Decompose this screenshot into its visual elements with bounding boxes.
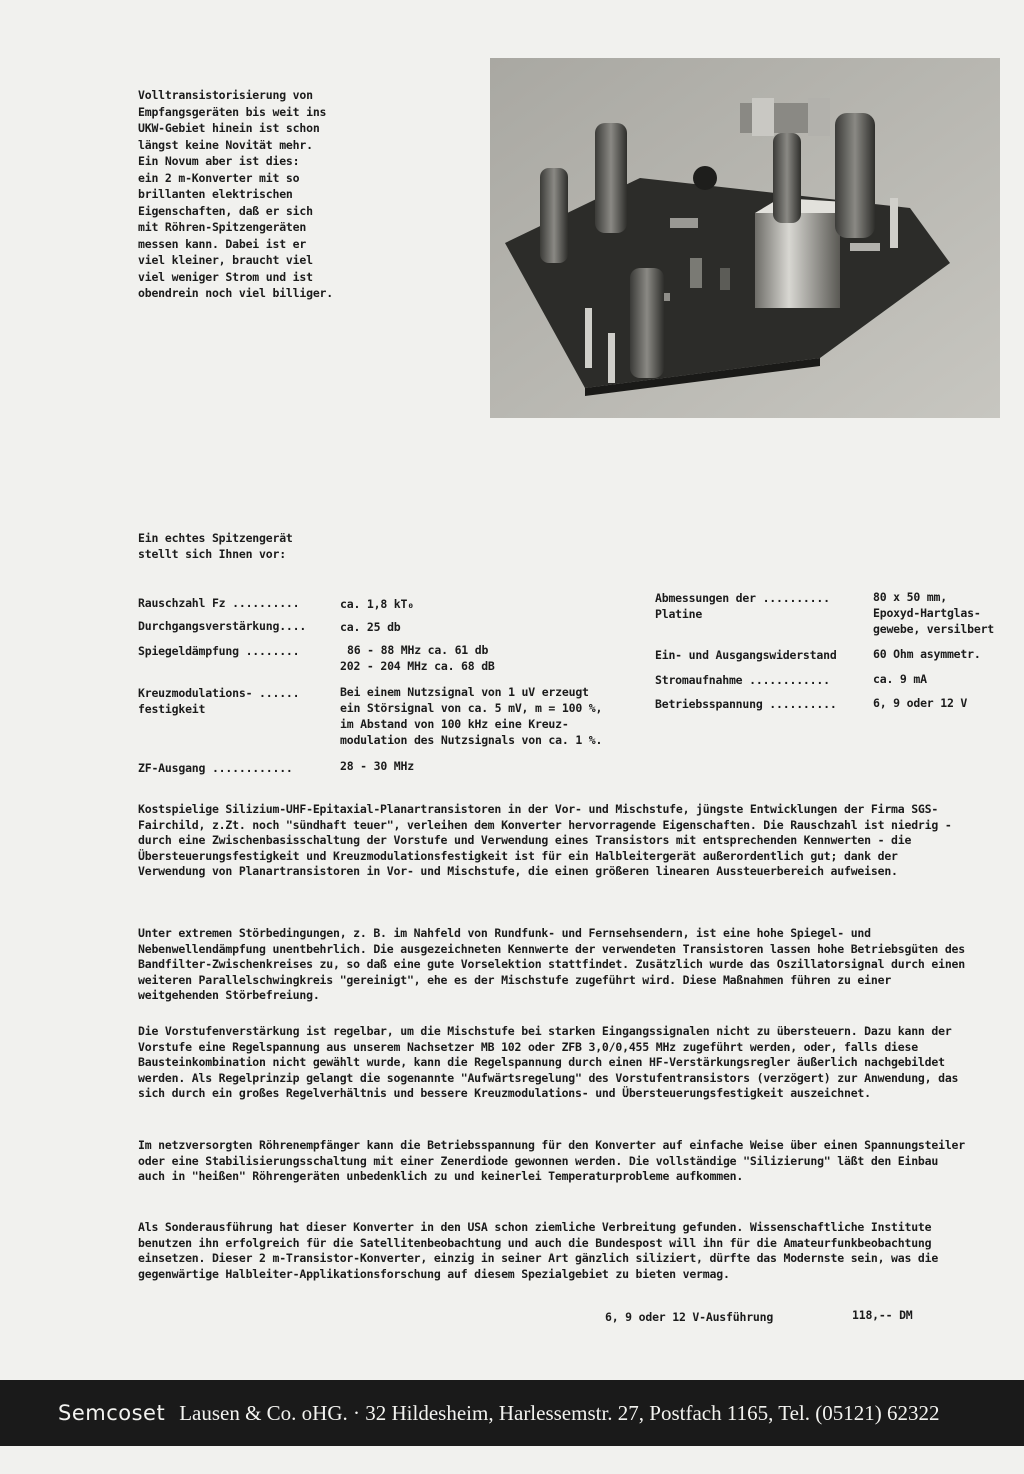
spec-label: Platine bbox=[655, 607, 703, 621]
spec-value: ein Störsignal von ca. 5 mV, m = 100 %, bbox=[340, 701, 603, 715]
intro-line: längst keine Novität mehr. bbox=[138, 137, 313, 152]
spec-value: 202 - 204 MHz ca. 68 dB bbox=[340, 659, 495, 673]
spec-label: Rauschzahl Fz .......... bbox=[138, 596, 300, 610]
spec-label: ZF-Ausgang ............ bbox=[138, 761, 293, 775]
spec-value: ca. 1,8 kT₀ bbox=[340, 597, 414, 611]
intro-line: Ein Novum aber ist dies: bbox=[138, 154, 300, 168]
spec-label: Abmessungen der .......... bbox=[655, 591, 830, 605]
spec-value: 6, 9 oder 12 V bbox=[873, 696, 968, 710]
spec-value: Bei einem Nutzsignal von 1 uV erzeugt bbox=[340, 685, 589, 699]
spec-value: gewebe, versilbert bbox=[873, 622, 995, 636]
intro-line: messen kann. Dabei ist er bbox=[138, 236, 307, 251]
company-address: Lausen & Co. oHG. · 32 Hildesheim, Harlessemstr. 27, Postfach 1165, Tel. (05121) 62322 bbox=[179, 1400, 940, 1425]
spec-value: 80 x 50 mm, bbox=[873, 590, 947, 604]
price-amount: 118,-- DM bbox=[852, 1308, 913, 1322]
intro-line: Volltransistorisierung von bbox=[138, 88, 313, 102]
intro-text bbox=[138, 87, 388, 302]
body-paragraph: Unter extremen Störbedingungen, z. B. im Nahfeld von Rundfunk- und Fernsehsendern, ist eine hohe Spiegel- und Nebenwellendämpfung unentbehrlich. Die ausgezeichneten Kennwerte der verwendeten Transistoren lassen hohe Betriebsgüten des Bandfilter-Zwischenkreises zu, so daß eine gute Vorselektion stattfindet. Zusätzlich wurde das Oszillatorsignal durch einen weiteren Parallelschwingkreis "gereinigt", ehe es der Mischstufe zugeführt wird. Diese Maßnahmen führen zu einer weitgehenden Störbefreiung. bbox=[138, 926, 966, 1003]
intro-line: Empfangsgeräten bis weit ins bbox=[138, 104, 327, 119]
body-paragraph: Die Vorstufenverstärkung ist regelbar, um die Mischstufe bei starken Eingangssignalen nicht zu übersteuern. Dazu kann der Vorstufe eine Regelspannung aus unserem Nachsetzer MB 102 oder ZFB 3,0/0,455 MHz zugeführt werden, oder, falls diese Bausteinkombination nicht gewählt wurde, kann die Regelspannung durch einen HF-Verstärkungsregler äußerlich nachgebildet werden. Als Regelprinzip gelangt die sogenannte "Aufwärtsregelung" des Vorstufentransistors (verzögert) zur Anwendung, das sich durch ein großes Regelverhältnis und bessere Kreuzmodulations- und Übersteuerungsfestigkeit auszeichnet. bbox=[138, 1024, 959, 1101]
spec-label: Ein- und Ausgangswiderstand bbox=[655, 648, 837, 662]
intro-line: viel weniger Strom und ist bbox=[138, 269, 313, 284]
intro-line: mit Röhren-Spitzengeräten bbox=[138, 220, 307, 234]
spec-label: Spiegeldämpfung ........ bbox=[138, 644, 300, 658]
spec-value: im Abstand von 100 kHz eine Kreuz- bbox=[340, 717, 569, 731]
spec-value: Epoxyd-Hartglas- bbox=[873, 606, 981, 620]
company-logo: Semcoset bbox=[58, 1401, 166, 1425]
spec-value: 28 - 30 MHz bbox=[340, 759, 414, 773]
product-photo bbox=[490, 58, 1000, 418]
body-paragraph: Kostspielige Silizium-UHF-Epitaxial-Planartransistoren in der Vor- und Mischstufe, jüngste Entwicklungen der Firma SGS-Fairchild, z.Zt. noch "sündhaft teuer", verleihen dem Konverter hervorragende Eigenschaften. Die Rauschzahl ist niedrig - durch eine Zwischenbasisschaltung der Vorstufe und Verwendung eines Transistors mit entsprechenden Kennwerten - die Übersteuerungsfestigkeit und Kreuzmodulationsfestigkeit ist für ein Halbleitergerät außerordentlich gut; dank der Verwendung von Planartransistoren in Vor- und Mischstufe, die einen größeren linearen Aussteuerbereich aufweisen. bbox=[138, 802, 952, 879]
spec-label: festigkeit bbox=[138, 702, 206, 716]
intro-line: obendrein noch viel billiger. bbox=[138, 286, 333, 300]
intro-line: Eigenschaften, daß er sich bbox=[138, 203, 313, 218]
spec-value: ca. 9 mA bbox=[873, 672, 927, 686]
body-paragraph: Im netzversorgten Röhrenempfänger kann die Betriebsspannung für den Konverter auf einfache Weise über einen Spannungsteiler oder eine Stabilisierungsschaltung mit einer Zenerdiode gewonnen werden. Die vollständige "Silizierung" läßt den Einbau auch in "heißen" Röhrengeräten unbedenklich zu und keinerlei Temperaturprobleme aufkommen. bbox=[138, 1138, 966, 1184]
spec-label: Betriebsspannung .......... bbox=[655, 697, 837, 711]
footer-band bbox=[0, 1380, 1024, 1446]
spec-value: ca. 25 db bbox=[340, 620, 401, 634]
intro-line: brillanten elektrischen bbox=[138, 187, 293, 201]
spec-value: modulation des Nutzsignals von ca. 1 %. bbox=[340, 733, 603, 747]
spec-value: 86 - 88 MHz ca. 61 db bbox=[347, 643, 489, 657]
intro-line: UKW-Gebiet hinein ist schon bbox=[138, 121, 320, 135]
heading-line: Ein echtes Spitzengerät bbox=[138, 531, 293, 545]
spec-label: Stromaufnahme ............ bbox=[655, 673, 830, 687]
price-variant: 6, 9 oder 12 V-Ausführung bbox=[605, 1310, 774, 1324]
converter-board-illustration bbox=[490, 58, 1000, 418]
spec-value: 60 Ohm asymmetr. bbox=[873, 647, 981, 661]
spec-label: Durchgangsverstärkung.... bbox=[138, 619, 307, 633]
intro-line: viel kleiner, braucht viel bbox=[138, 253, 313, 267]
spec-heading bbox=[138, 530, 293, 562]
body-paragraph: Als Sonderausführung hat dieser Konverter in den USA schon ziemliche Verbreitung gefunden. Wissenschaftliche Institute benutzen ihn erfolgreich für die Satellitenbeobachtung und auch die Bundespost will ihn für die Amateurfunkbeobachtung einsetzen. Dieser 2 m-Transistor-Konverter, einzig in seiner Art gänzlich siliziert, dürfte das Modernste sein, was die gegenwärtige Halbleiter-Applikationsforschung auf diesem Spezialgebiet zu bieten vermag. bbox=[138, 1220, 939, 1281]
intro-line: ein 2 m-Konverter mit so bbox=[138, 170, 300, 185]
spec-label: Kreuzmodulations- ...... bbox=[138, 686, 300, 700]
heading-line: stellt sich Ihnen vor: bbox=[138, 547, 286, 561]
